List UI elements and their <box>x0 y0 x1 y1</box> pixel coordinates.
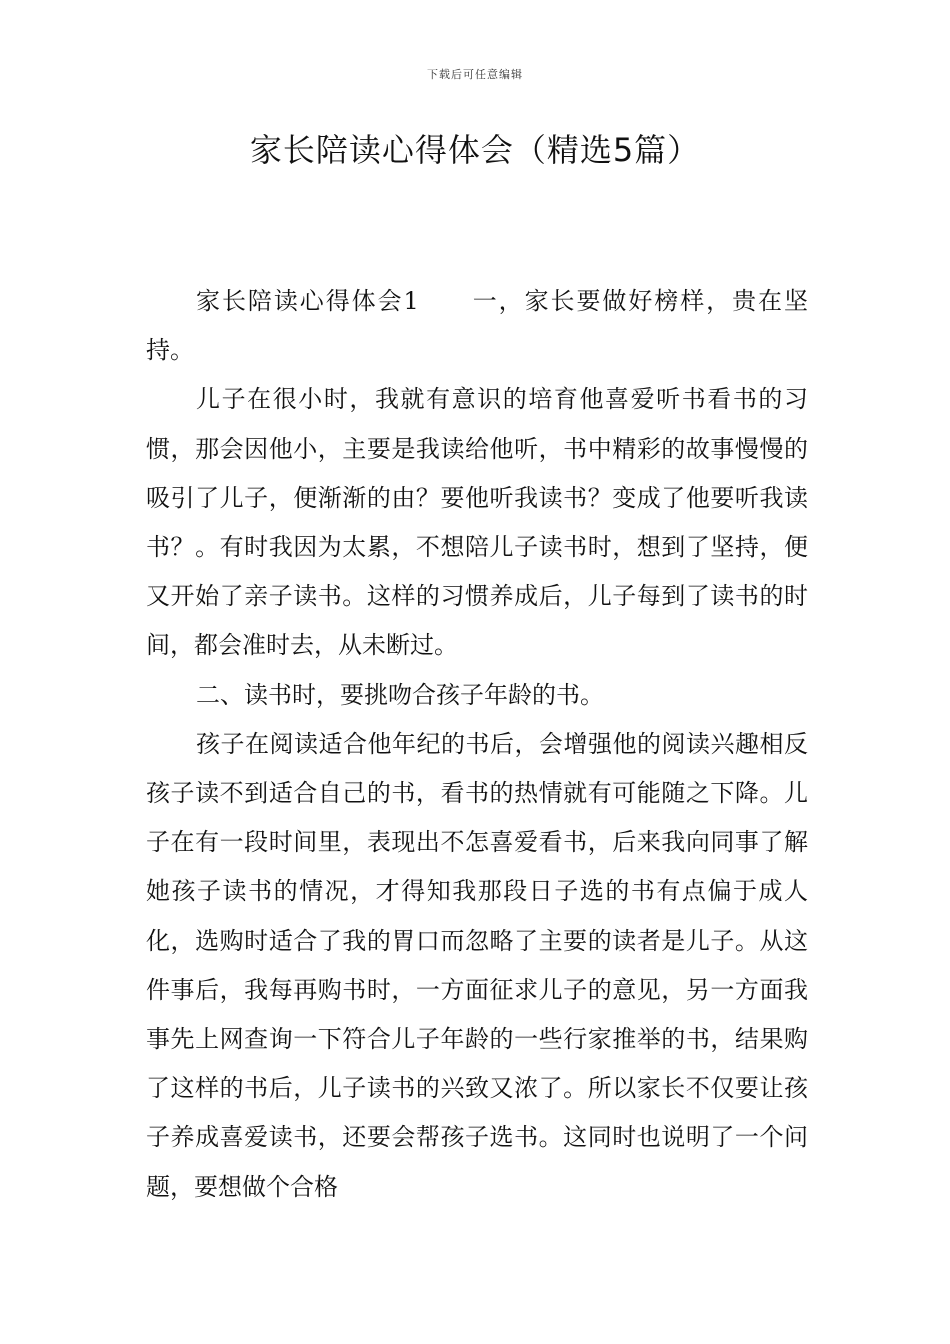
paragraph-2: 儿子在很小时，我就有意识的培育他喜爱听书看书的习惯，那会因他小，主要是我读给他听，书中精彩的故事慢慢的吸引了儿子，便渐渐的由？要他听我读书？变成了他要听我读书？。有时我因为太累，不想陪儿子读书时，想到了坚持，便又开始了亲子读书。这样的习惯养成后，儿子每到了读书的时间，都会准时去，从未断过。 <box>146 385 808 660</box>
paragraph-1-text: 一，家长要做好榜样，贵在坚持。 <box>146 287 808 365</box>
document-title: 家长陪读心得体会（精选5篇） <box>249 131 701 169</box>
document-body <box>146 277 808 1212</box>
page-header-note: 下载后可任意编辑 <box>427 68 523 81</box>
paragraph-4: 孩子在阅读适合他年纪的书后，会增强他的阅读兴趣相反孩子读不到适合自己的书，看书的热情就有可能随之下降。儿子在有一段时间里，表现出不怎喜爱看书，后来我向同事了解她孩子读书的情况，才得知我那段日子选的书有点偏于成人化，选购时适合了我的胃口而忽略了主要的读者是儿子。从这件事后，我每再购书时，一方面征求儿子的意见，另一方面我事先上网查询一下符合儿子年龄的一些行家推举的书，结果购了这样的书后，儿子读书的兴致又浓了。所以家长不仅要让孩子养成喜爱读书，还要会帮孩子选书。这同时也说明了一个问题，要想做个合格 <box>146 729 808 1201</box>
paragraph-3: 二、读书时，要挑吻合孩子年龄的书。 <box>196 680 604 709</box>
paragraph-1 <box>146 277 808 375</box>
section-heading: 家长陪读心得体会1 <box>196 287 419 315</box>
